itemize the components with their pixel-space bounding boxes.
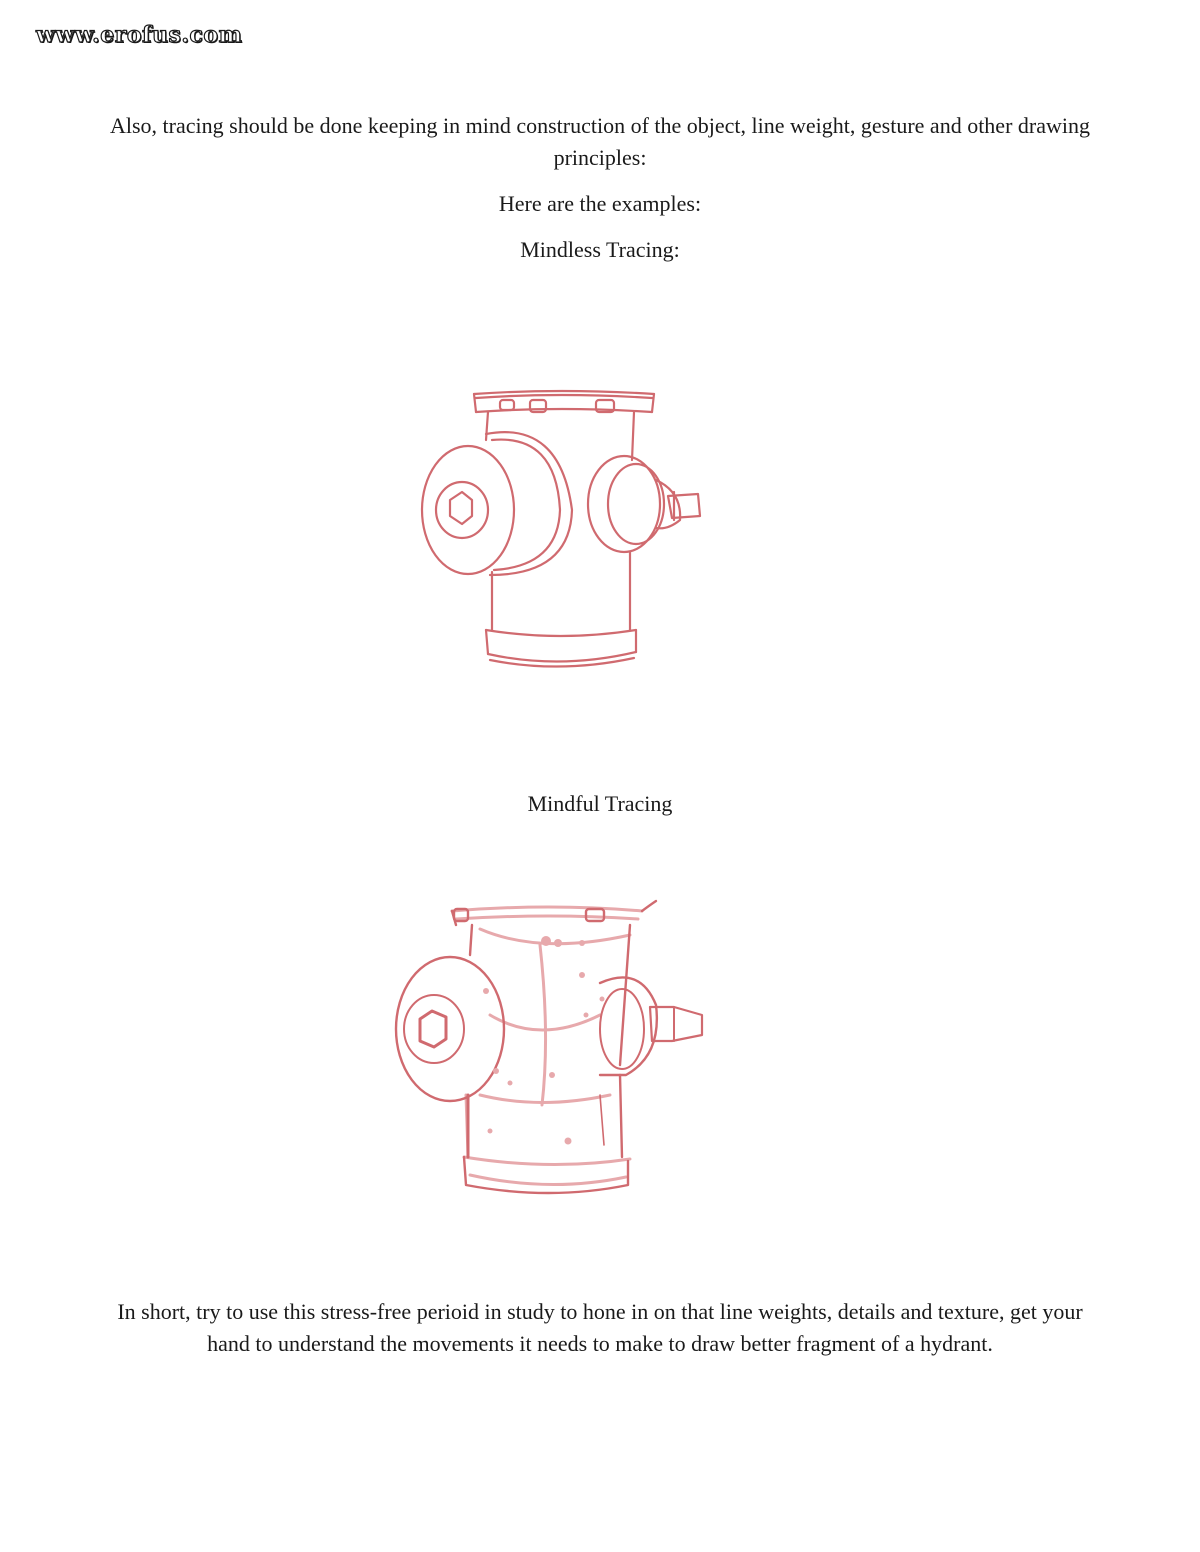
mindful-tracing-image [390, 895, 710, 1205]
watermark-logo: www.erofus.com [36, 22, 243, 48]
fire-hydrant-outline-icon [410, 380, 710, 680]
examples-line: Here are the examples: [498, 191, 702, 216]
mindful-heading: Mindful Tracing [527, 791, 673, 816]
fire-hydrant-textured-icon [390, 895, 710, 1205]
conclusion-paragraph: In short, try to use this stress-free perioid in study to hone in on that line weights, details and texture, get your hand to understand the movements it needs to make to draw better fragment of a hydrant. [117, 1299, 1083, 1356]
mindless-heading: Mindless Tracing: [520, 237, 680, 262]
intro-paragraph: Also, tracing should be done keeping in mind construction of the object, line weight, gesture and other drawing principles: [110, 113, 1090, 170]
mindless-tracing-image [410, 380, 710, 680]
